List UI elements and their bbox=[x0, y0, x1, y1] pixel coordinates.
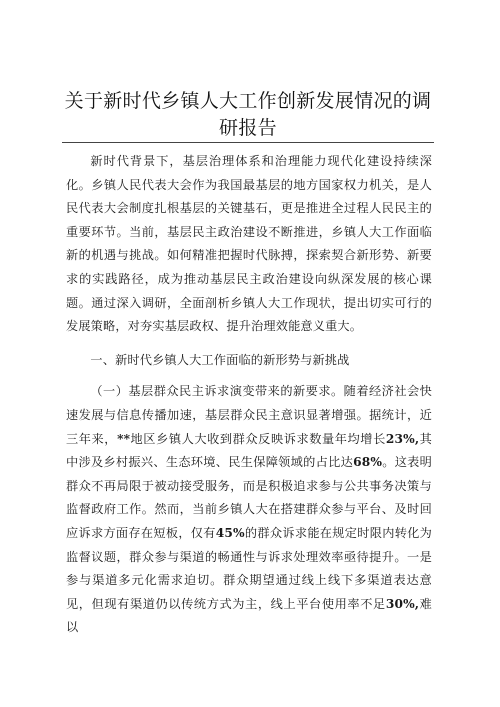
emphasized-figure: ** bbox=[117, 431, 131, 446]
paragraph-text: （一）基层群众民主诉求演变带来的新要求。随着经济社会快速发展与信息传播加速，基层群众民主意识显著增强。据统计，近三年来， bbox=[66, 384, 432, 446]
paragraph-text: 。这表明群众不再局限于被动接受服务，而是积极追求参与公共事务决策与监督政府工作。然而，当前乡镇人大在搭建群众参与平台、及时回应诉求方面存在短板，仅有 bbox=[66, 455, 433, 540]
paragraph-text: 的群众诉求能在规定时限内转化为监督议题，群众参与渠道的畅通性与诉求处理效率亟待提升。一是参与渠道多元化需求迫切。群众期望通过线上线下多渠道表达意见，但现有渠道仍以传统方式为主，线上平台使用率不足 bbox=[66, 525, 432, 611]
document-body bbox=[66, 150, 432, 640]
emphasized-figure: 23%, bbox=[385, 431, 420, 446]
paragraph-text: 新时代背景下，基层治理体系和治理能力现代化建设持续深化。乡镇人民代表大会作为我国最基层的地方国家权力机关，是人民代表大会制度扎根基层的关键基石，更是推进全过程人民民主的重要环节。当前，基层民主政治建设不断推进，乡镇人大工作面临新的机遇与挑战。如何精准把握时代脉搏，探索契合新形势、新要求的实践路径，成为推动基层民主政治建设向纵深发展的核心课题。通过深入调研，全面剖析乡镇人大工作现状，提出切实可行的发展策略，对夯实基层政权、提升治理效能意义重大。 bbox=[66, 154, 432, 334]
section-heading bbox=[66, 349, 432, 373]
paragraph-text: 其中涉及乡村振兴、生态环境、民生保障领域的占比达 bbox=[66, 431, 432, 470]
body-paragraph bbox=[66, 380, 432, 640]
emphasized-figure: 45% bbox=[215, 525, 245, 540]
title-divider bbox=[62, 142, 434, 143]
paragraph-text: 难以 bbox=[66, 596, 432, 635]
document-title: 关于新时代乡镇人大工作创新发展情况的调研报告 bbox=[64, 90, 432, 139]
emphasized-figure: 68% bbox=[353, 455, 383, 470]
body-paragraph bbox=[66, 150, 432, 339]
paragraph-text: 一、新时代乡镇人大工作面临的新形势与新挑战 bbox=[90, 352, 350, 367]
paragraph-text: 地区乡镇人大收到群众反映诉求数量年均增长 bbox=[130, 431, 386, 446]
emphasized-figure: 30%, bbox=[385, 596, 420, 611]
